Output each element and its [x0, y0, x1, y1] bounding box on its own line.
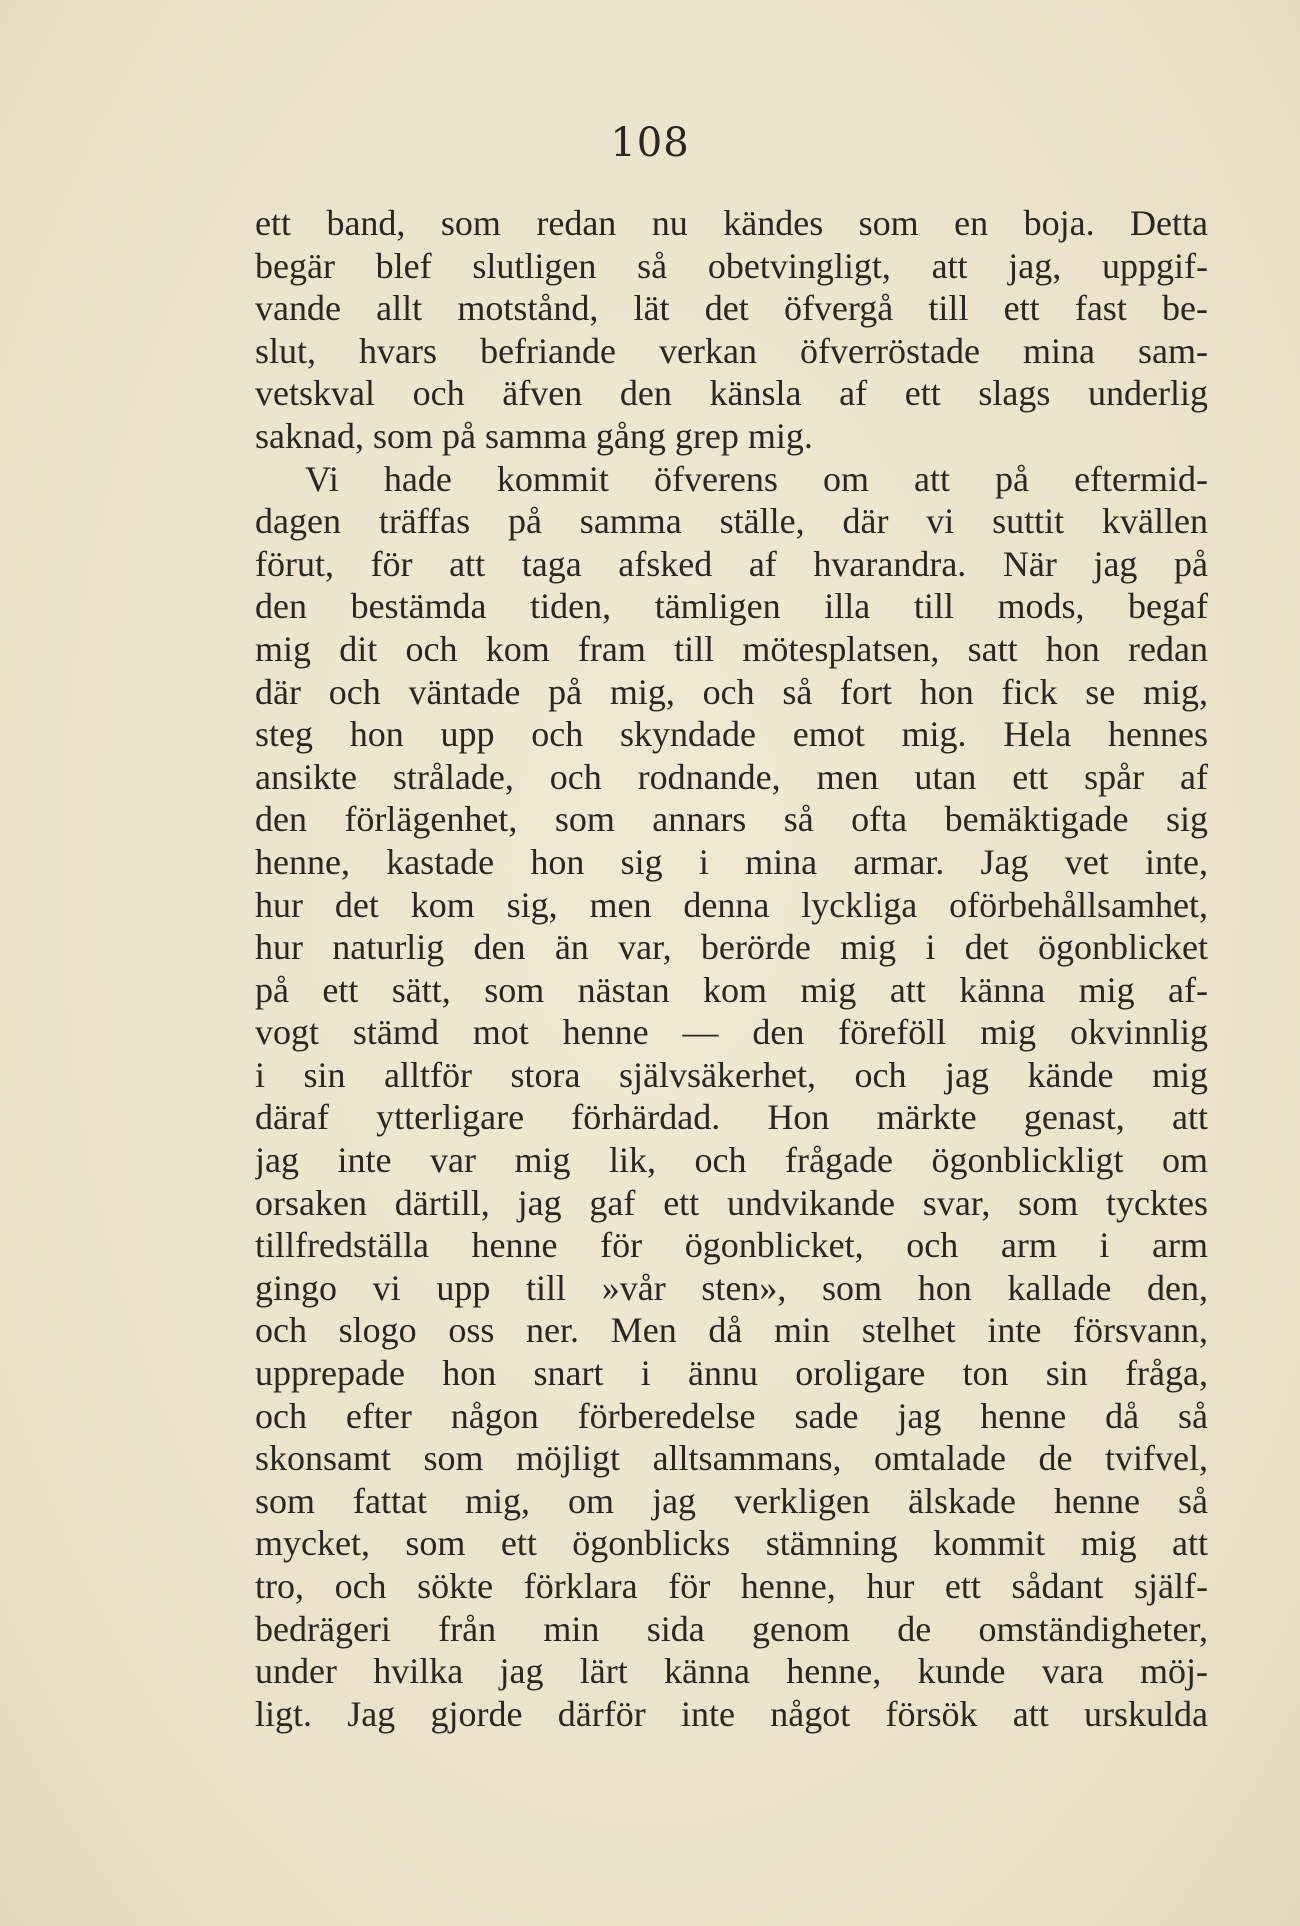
text-line: där och väntade på mig, och så fort hon fick se mig,	[255, 671, 1208, 712]
text-line: mycket, som ett ögonblicks stämning kommit mig att	[255, 1523, 1208, 1564]
text-line: jag inte var mig lik, och frågade ögonblickligt om	[255, 1140, 1208, 1181]
text-line: vande allt motstånd, lät det öfvergå till ett fast be-	[255, 288, 1208, 329]
text-line: Vi hade kommit öfverens om att på eftermid-	[305, 458, 1208, 499]
text-line: slut, hvars befriande verkan öfverröstade mina sam-	[255, 330, 1208, 371]
text-line: mig dit och kom fram till mötesplatsen, satt hon redan	[255, 628, 1208, 669]
text-line: förut, för att taga afsked af hvarandra. När jag på	[255, 543, 1208, 584]
text-line: henne, kastade hon sig i mina armar. Jag vet inte,	[255, 841, 1208, 882]
text-line: ett band, som redan nu kändes som en boja. Detta	[255, 203, 1208, 243]
text-line: däraf ytterligare förhärdad. Hon märkte genast, att	[255, 1097, 1208, 1138]
text-line: den förlägenhet, som annars så ofta bemäktigade sig	[255, 799, 1208, 840]
text-line: hur naturlig den än var, berörde mig i det ögonblicket	[255, 927, 1208, 968]
page-number: 108	[610, 120, 690, 166]
text-line: upprepade hon snart i ännu oroligare ton sin fråga,	[255, 1353, 1208, 1394]
text-line: hur det kom sig, men denna lyckliga oförbehållsamhet,	[255, 884, 1208, 925]
text-line: som fattat mig, om jag verkligen älskade henne så	[255, 1480, 1208, 1521]
text-line: på ett sätt, som nästan kom mig att känna mig af-	[255, 969, 1208, 1010]
text-line: ligt. Jag gjorde därför inte något försök att urskulda	[255, 1693, 1208, 1734]
text-line: tillfredställa henne för ögonblicket, och arm i arm	[255, 1225, 1208, 1266]
text-line: dagen träffas på samma ställe, där vi suttit kvällen	[255, 501, 1208, 542]
text-line: bedrägeri från min sida genom de omständigheter,	[255, 1608, 1208, 1649]
text-line: vetskval och äfven den känsla af ett slags underlig	[255, 373, 1208, 414]
text-line: skonsamt som möjligt alltsammans, omtalade de tvifvel,	[255, 1438, 1208, 1479]
text-line: tro, och sökte förklara för henne, hur ett sådant själf-	[255, 1566, 1208, 1606]
body-text	[255, 202, 1208, 1735]
text-line: steg hon upp och skyndade emot mig. Hela hennes	[255, 714, 1208, 755]
text-line: och slogo oss ner. Men då min stelhet inte försvann,	[255, 1310, 1208, 1351]
text-line: orsaken därtill, jag gaf ett undvikande svar, som tycktes	[255, 1182, 1208, 1223]
text-line: under hvilka jag lärt känna henne, kunde vara möj-	[255, 1651, 1208, 1692]
text-line: den bestämda tiden, tämligen illa till mods, begaf	[255, 586, 1208, 627]
text-line: gingo vi upp till »vår sten», som hon kallade den,	[255, 1267, 1208, 1308]
text-line: och efter någon förberedelse sade jag henne då så	[255, 1395, 1208, 1436]
text-line: vogt stämd mot henne — den föreföll mig okvinnlig	[255, 1012, 1208, 1053]
text-line: begär blef slutligen så obetvingligt, att jag, uppgif-	[255, 245, 1208, 286]
text-line: i sin alltför stora självsäkerhet, och jag kände mig	[255, 1054, 1208, 1095]
text-line: ansikte strålade, och rodnande, men utan ett spår af	[255, 756, 1208, 797]
text-line: saknad, som på samma gång grep mig.	[255, 415, 813, 456]
